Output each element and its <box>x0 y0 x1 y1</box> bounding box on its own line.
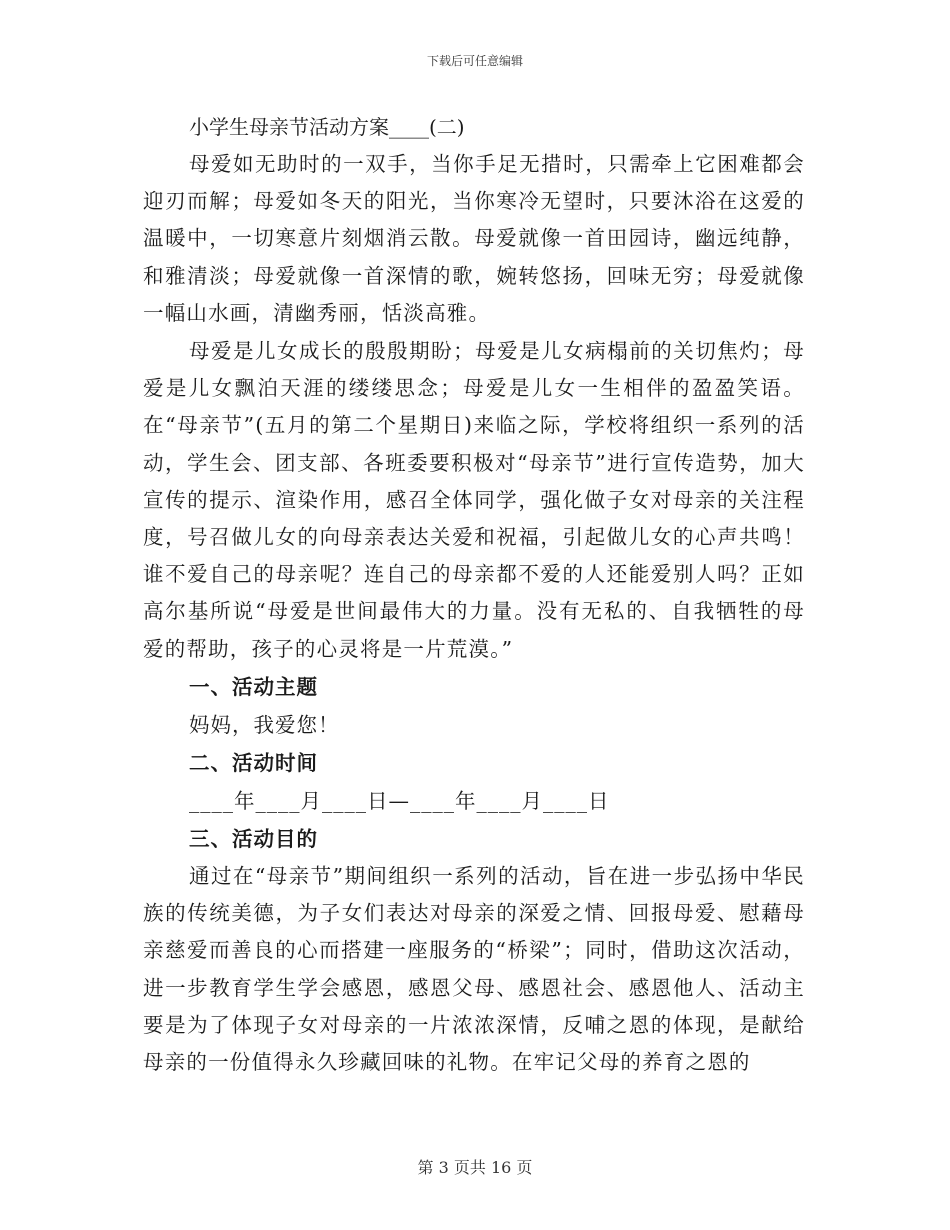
page-footer: 第 3 页共 16 页 <box>417 1158 533 1177</box>
section-heading-purpose: 三、活动目的 <box>189 827 318 851</box>
section-text-time: ____年____月____日—____年____月____日 <box>189 789 610 813</box>
document-title: 小学生母亲节活动方案____(二) <box>189 115 465 139</box>
section-text-theme: 妈妈，我爱您！ <box>189 713 340 737</box>
paragraph-2: 母爱是儿女成长的殷殷期盼；母爱是儿女病榻前的关切焦灼；母爱是儿女飘泊天涯的缕缕思念；母爱是儿女一生相伴的盈盈笑语。在“母亲节”(五月的第二个星期日)来临之际，学校将组织一系列的活动，学生会、团支部、各班委要积极对“母亲节”进行宣传造势，加大宣传的提示、渲染作用，感召全体同学，强化做子女对母亲的关注程度，号召做儿女的向母亲表达关爱和祝福，引起做儿女的心声共鸣！谁不爱自己的母亲呢？连自己的母亲都不爱的人还能爱别人吗？正如高尔基所说“母爱是世间最伟大的力量。没有无私的、自我牺牲的母爱的帮助，孩子的心灵将是一片荒漠。” <box>143 339 805 661</box>
section-heading-theme: 一、活动主题 <box>189 675 318 699</box>
paragraph-1: 母爱如无助时的一双手，当你手足无措时，只需牵上它困难都会迎刃而解；母爱如冬天的阳光，当你寒冷无望时，只要沐浴在这爱的温暖中，一切寒意片刻烟消云散。母爱就像一首田园诗，幽远纯静，和雅清淡；母爱就像一首深情的歌，婉转悠扬，回味无穷；母爱就像一幅山水画，清幽秀丽，恬淡高雅。 <box>143 152 805 325</box>
section-heading-time: 二、活动时间 <box>189 751 318 775</box>
section-text-purpose: 通过在“母亲节”期间组织一系列的活动，旨在进一步弘扬中华民族的传统美德，为子女们表达对母亲的深爱之情、回报母爱、慰藉母亲慈爱而善良的心而搭建一座服务的“桥梁”；同时，借助这次活动，进一步教育学生学会感恩，感恩父母、感恩社会、感恩他人、活动主要是为了体现子女对母亲的一片浓浓深情，反哺之恩的体现，是献给母亲的一份值得永久珍藏回味的礼物。在牢记父母的养育之恩的 <box>143 864 805 1075</box>
document-body <box>143 110 805 1118</box>
page-header: 下载后可任意编辑 <box>426 54 523 68</box>
